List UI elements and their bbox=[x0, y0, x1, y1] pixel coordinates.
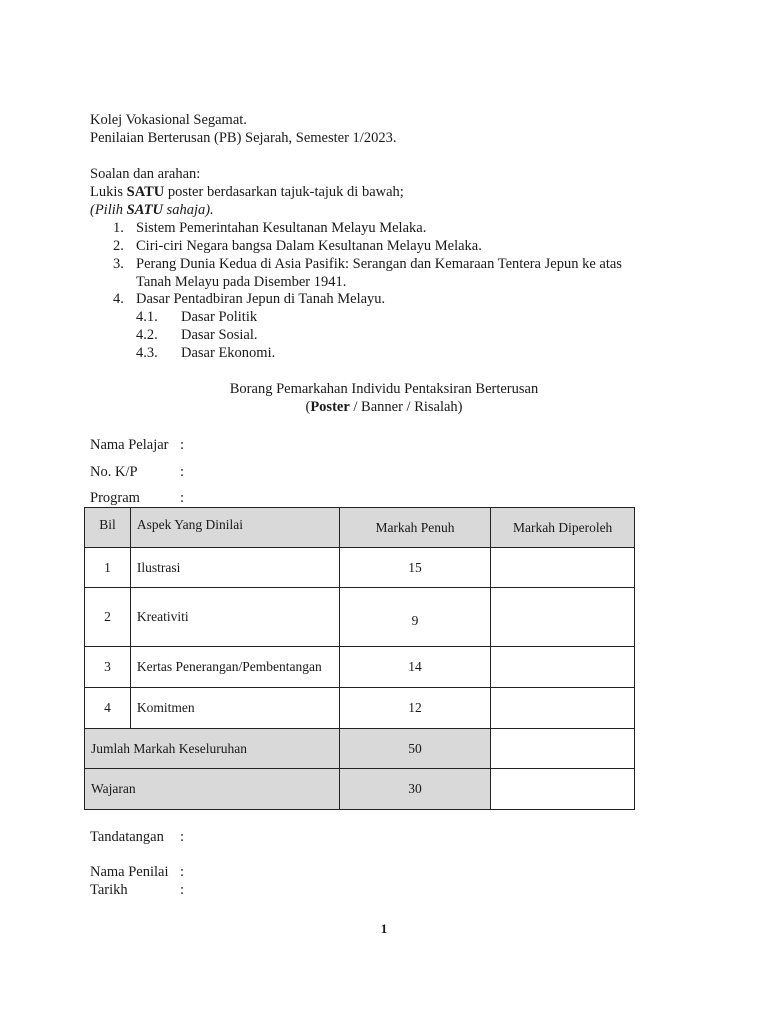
signature-colon: : bbox=[180, 829, 185, 845]
topic-text: Ciri-ciri Negara bangsa Dalam Kesultanan Melayu Melaka. bbox=[136, 238, 482, 254]
row-obtained-marks[interactable] bbox=[491, 588, 635, 647]
header-aspect: Aspek Yang Dinilai bbox=[130, 508, 339, 548]
instructions-line-1-prefix: Lukis bbox=[90, 184, 127, 200]
row-bil: 2 bbox=[85, 588, 131, 647]
weight-row bbox=[85, 769, 635, 810]
header-obtained-marks: Markah Diperoleh bbox=[491, 508, 635, 548]
subtopic-number: 4.3. bbox=[136, 345, 158, 361]
instructions-line-1 bbox=[90, 183, 404, 201]
form-subtitle-open: ( bbox=[305, 399, 311, 415]
topic-number: 1. bbox=[113, 220, 124, 236]
student-name-label: Nama Pelajar bbox=[90, 437, 169, 453]
form-subtitle-bold: Poster bbox=[310, 399, 350, 415]
program-colon: : bbox=[180, 490, 185, 506]
row-aspect: Ilustrasi bbox=[130, 548, 339, 588]
table-row bbox=[85, 588, 635, 647]
instructions-heading: Soalan dan arahan: bbox=[90, 166, 201, 182]
row-aspect: Komitmen bbox=[130, 688, 339, 729]
subtopic-text: Dasar Ekonomi. bbox=[181, 345, 276, 361]
topic-text: Perang Dunia Kedua di Asia Pasifik: Serangan dan Kemaraan Tentera Jepun ke atas bbox=[136, 256, 622, 272]
row-full-marks: 15 bbox=[339, 548, 491, 588]
topic-text: Dasar Pentadbiran Jepun di Tanah Melayu. bbox=[136, 291, 386, 307]
assessment-title: Penilaian Berterusan (PB) Sejarah, Semester 1/2023. bbox=[90, 130, 397, 146]
row-full-marks: 12 bbox=[339, 688, 491, 729]
total-obtained-marks[interactable] bbox=[491, 729, 635, 769]
topic-number: 4. bbox=[113, 291, 124, 307]
row-obtained-marks[interactable] bbox=[491, 548, 635, 588]
instructions-line-1-bold: SATU bbox=[126, 184, 165, 200]
form-subtitle-rest: / Banner / Risalah) bbox=[349, 399, 463, 415]
instructions-line-1-suffix: poster berdasarkan tajuk-tajuk di bawah; bbox=[164, 184, 404, 200]
header-bil: Bil bbox=[85, 508, 131, 548]
table-row bbox=[85, 548, 635, 588]
table-header-row bbox=[85, 508, 635, 548]
weight-label: Wajaran bbox=[85, 769, 340, 810]
topic-number: 2. bbox=[113, 238, 124, 254]
row-aspect: Kertas Penerangan/Pembentangan bbox=[130, 647, 339, 688]
ic-number-label: No. K/P bbox=[90, 464, 138, 480]
instructions-line-2-bold: SATU bbox=[126, 202, 163, 218]
row-full-marks: 9 bbox=[339, 588, 491, 647]
weight-full-marks: 30 bbox=[339, 769, 491, 810]
topic-number: 3. bbox=[113, 256, 124, 272]
header-full-marks: Markah Penuh bbox=[339, 508, 491, 548]
college-name: Kolej Vokasional Segamat. bbox=[90, 112, 247, 128]
form-title: Borang Pemarkahan Individu Pentaksiran Berterusan bbox=[229, 381, 539, 397]
instructions-line-2-prefix: (Pilih bbox=[90, 202, 127, 218]
form-subtitle bbox=[0, 398, 768, 416]
weight-obtained-marks[interactable] bbox=[491, 769, 635, 810]
topic-text-continued: Tanah Melayu pada Disember 1941. bbox=[136, 274, 347, 290]
program-label: Program bbox=[90, 490, 140, 506]
table-row bbox=[85, 647, 635, 688]
date-colon: : bbox=[180, 882, 185, 898]
subtopic-number: 4.1. bbox=[136, 309, 158, 325]
instructions-line-2-suffix: sahaja). bbox=[162, 202, 214, 218]
total-row bbox=[85, 729, 635, 769]
row-obtained-marks[interactable] bbox=[491, 688, 635, 729]
page-number: 1 bbox=[380, 921, 388, 936]
assessor-name-colon: : bbox=[180, 864, 185, 880]
assessor-name-label: Nama Penilai bbox=[90, 864, 169, 880]
row-full-marks: 14 bbox=[339, 647, 491, 688]
marks-table bbox=[84, 507, 635, 810]
signature-label: Tandatangan bbox=[90, 829, 164, 845]
table-row bbox=[85, 688, 635, 729]
topic-text: Sistem Pemerintahan Kesultanan Melayu Melaka. bbox=[136, 220, 427, 236]
student-name-colon: : bbox=[180, 437, 185, 453]
row-bil: 1 bbox=[85, 548, 131, 588]
row-bil: 4 bbox=[85, 688, 131, 729]
row-aspect: Kreativiti bbox=[130, 588, 339, 647]
subtopic-text: Dasar Sosial. bbox=[181, 327, 258, 343]
row-bil: 3 bbox=[85, 647, 131, 688]
total-full-marks: 50 bbox=[339, 729, 491, 769]
subtopic-number: 4.2. bbox=[136, 327, 158, 343]
subtopic-text: Dasar Politik bbox=[181, 309, 258, 325]
instructions-line-2 bbox=[90, 201, 214, 219]
ic-number-colon: : bbox=[180, 464, 185, 480]
row-obtained-marks[interactable] bbox=[491, 647, 635, 688]
total-label: Jumlah Markah Keseluruhan bbox=[85, 729, 340, 769]
date-label: Tarikh bbox=[90, 882, 128, 898]
